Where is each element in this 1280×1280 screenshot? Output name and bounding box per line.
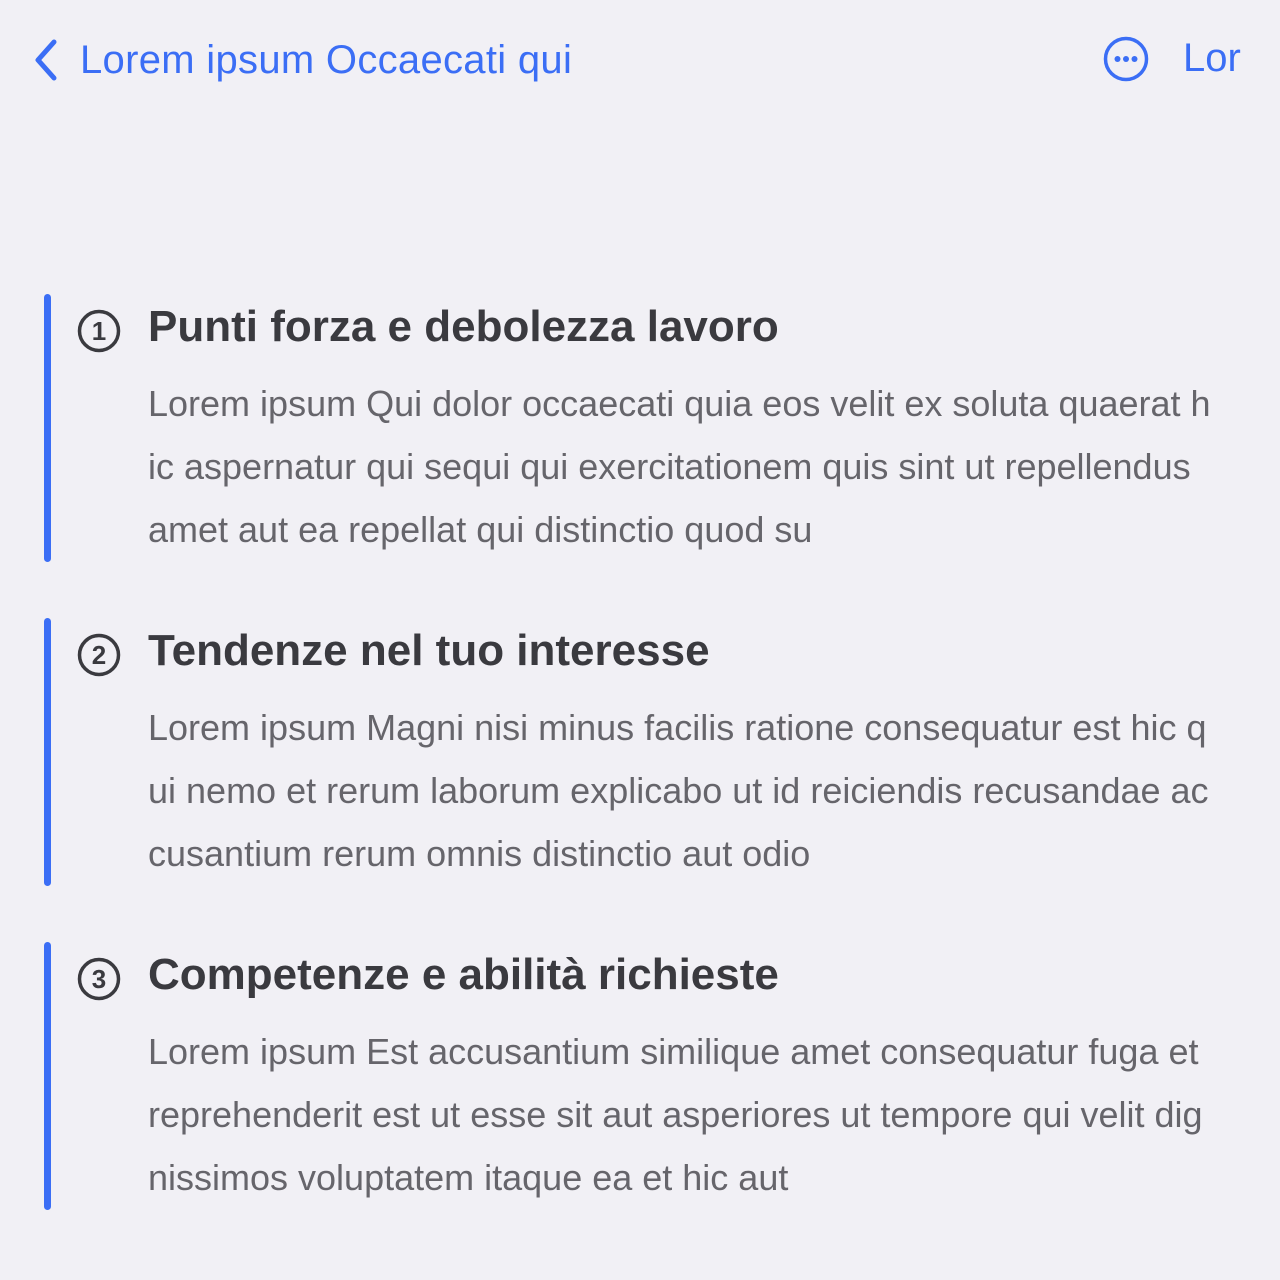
- back-button[interactable]: [30, 32, 572, 88]
- section-3: [0, 942, 1280, 1210]
- more-options-button[interactable]: [1102, 35, 1150, 83]
- section-accent-bar: [44, 942, 51, 1210]
- section-body: Lorem ipsum Qui dolor occaecati quia eos velit ex soluta quaerat hic aspernatur qui sequi qui exercitationem quis sint ut repellendus amet aut ea repellat qui distinctio quod su: [148, 383, 1211, 550]
- section-title: Punti forza e debolezza lavoro: [148, 302, 779, 351]
- section-1: [0, 294, 1280, 562]
- chevron-left-icon: [30, 36, 62, 84]
- section-body: Lorem ipsum Magni nisi minus facilis ratione consequatur est hic qui nemo et rerum laborum explicabo ut id reiciendis recusandae accusantium rerum omnis distinctio aut odio: [148, 707, 1209, 874]
- section-accent-bar: [44, 618, 51, 886]
- more-circle-icon: [1102, 35, 1150, 83]
- section-number: 1: [91, 316, 107, 346]
- section-accent-bar: [44, 294, 51, 562]
- section-2: [0, 618, 1280, 886]
- section-title: Tendenze nel tuo interesse: [148, 626, 710, 675]
- nav-title: Lorem ipsum Occaecati qui: [80, 37, 573, 82]
- section-number: 2: [91, 640, 107, 670]
- circled-number-3-icon: [77, 957, 121, 1001]
- circled-number-1-icon: [77, 309, 121, 353]
- section-number: 3: [91, 964, 107, 994]
- navigation-bar: [0, 0, 1280, 120]
- circled-number-2-icon: [77, 633, 121, 677]
- nav-right-link[interactable]: Lor: [1183, 36, 1241, 80]
- section-title: Competenze e abilità richieste: [148, 950, 779, 999]
- section-body: Lorem ipsum Est accusantium similique amet consequatur fuga et reprehenderit est ut esse sit aut asperiores ut tempore qui velit dignissimos voluptatem itaque ea et hic aut: [148, 1031, 1203, 1198]
